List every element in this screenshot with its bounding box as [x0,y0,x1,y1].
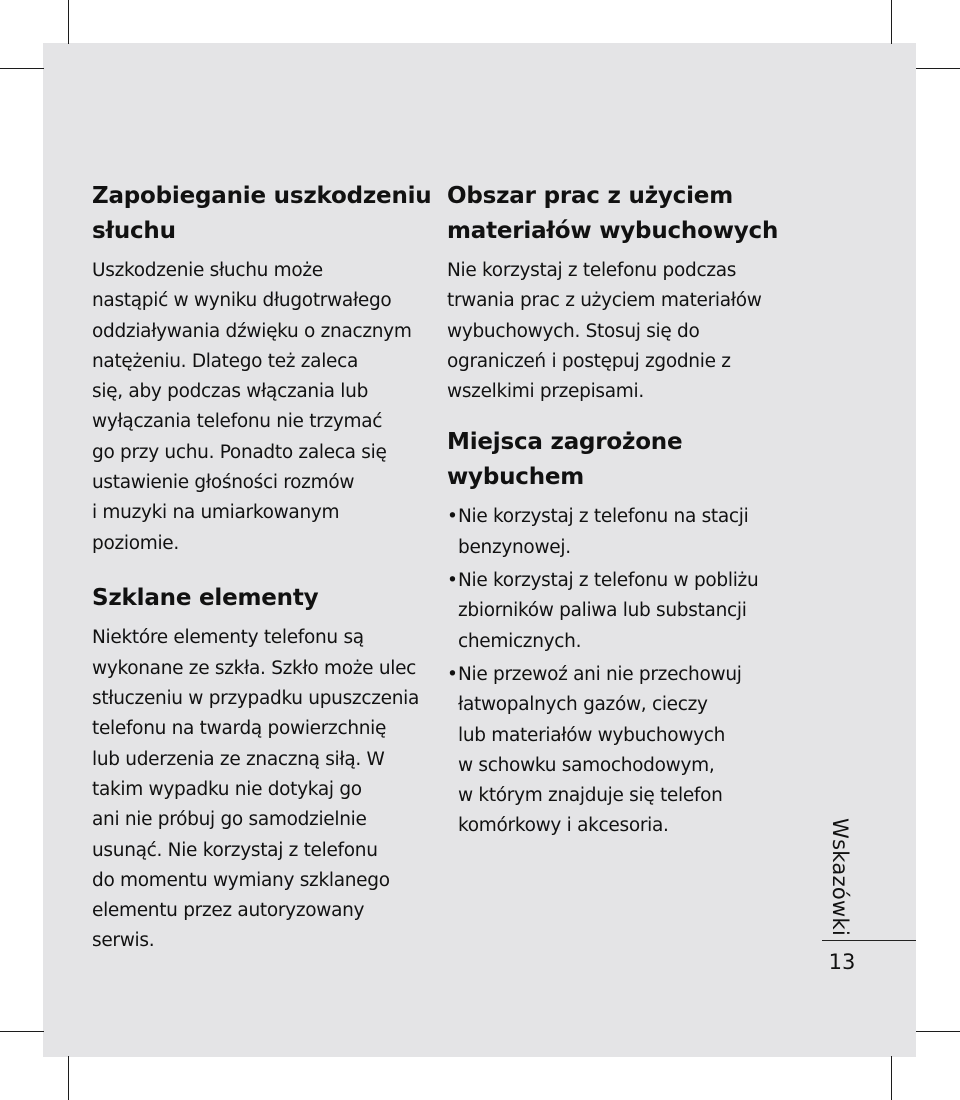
section-side-label: Wskazówki [828,818,852,937]
crop-mark [891,1056,892,1100]
crop-mark [68,0,69,44]
section-hearing [92,179,432,559]
bullet-icon: • [447,663,458,685]
divider [822,940,916,941]
section-body: Nie korzystaj z telefonu podczas trwania prac z użyciem materiałów wybuchowych. Stosuj się do ograniczeń i postępuj zgodnie z wszelkimi przepisami. [447,260,762,403]
section-title: Szklane elementy [92,584,319,611]
section-title: Obszar prac z użyciem materiałów wybuchowych [447,183,779,244]
right-column [447,179,787,845]
section-explosive-atmospheres [447,425,787,841]
list-item: • Nie korzystaj z telefonu w pobliżu zbiorników paliwa lub substancji chemicznych. [447,566,787,657]
crop-mark [916,68,960,69]
section-glass [92,581,432,957]
bullet-list [447,502,787,841]
page-number: 13 [828,950,856,974]
section-title: Miejsca zagrożone wybuchem [447,429,683,490]
section-title: Zapobieganie uszkodzeniu słuchu [92,183,432,244]
crop-mark [68,1056,69,1100]
bullet-icon: • [447,570,458,592]
left-column [92,179,432,957]
list-item: • Nie korzystaj z telefonu na stacji benzynowej. [447,502,787,563]
crop-mark [916,1031,960,1032]
crop-mark [0,68,44,69]
bullet-icon: • [447,506,458,528]
section-blasting-area [447,179,787,407]
section-body: Niektóre elementy telefonu są wykonane ze szkła. Szkło może ulec stłuczeniu w przypadku upuszczenia telefonu na twardą powierzchnię lub uderzenia ze znaczną siłą. W takim wypadku nie dotykaj go ani nie próbuj go samodzielnie usunąć. Nie korzystaj z telefonu do momentu wymiany szklanego elementu przez autoryzowany serwis. [92,627,420,952]
list-item: • Nie przewoź ani nie przechowuj łatwopalnych gazów, cieczy lub materiałów wybuchowych w schowku samochodowym, w którym znajduje się telefon komórkowy i akcesoria. [447,660,787,842]
section-body: Uszkodzenie słuchu może nastąpić w wyniku długotrwałego oddziaływania dźwięku o znacznym natężeniu. Dlatego też zaleca się, aby podczas włączania lub wyłączania telefonu nie trzymać go przy uchu. Ponadto zaleca się ustawienie głośności rozmów i muzyki na umiarkowanym poziomie. [92,260,412,554]
crop-mark [0,1031,44,1032]
crop-mark [891,0,892,44]
